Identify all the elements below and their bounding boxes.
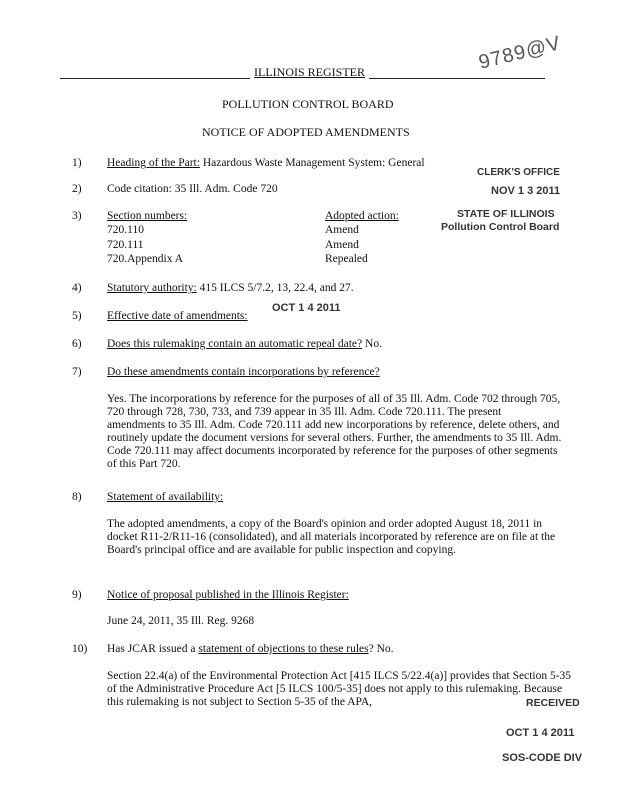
- item-label: Notice of proposal published in the Illinois Register:: [107, 589, 349, 601]
- item-label: Code citation:: [107, 183, 172, 195]
- action-row: Amend: [325, 224, 359, 236]
- item-number: 9): [72, 589, 82, 601]
- section-numbers-header: Section numbers:: [107, 210, 188, 222]
- clerk-stamp-office: CLERK'S OFFICE: [477, 167, 560, 178]
- section-row: 720.Appendix A: [107, 253, 184, 265]
- sos-stamp: SOS-CODE DIV: [502, 752, 583, 764]
- item-number: 8): [72, 491, 82, 503]
- item-number: 5): [72, 310, 82, 322]
- item-body: Yes. The incorporations by reference for the purposes of all of 35 Ill. Adm. Code 702 through 705, 720 through 728, 730, 733, and 739 appear in 35 Ill. Adm. Code 720.111. The present amendments to 35 Ill. Adm. Code 720.111 add new incorporations by reference, delete others, and routinely update the document versions for several others. Further, the amendments to 35 Ill. Adm. Code 720.111 may affect documents incorporated by reference for the purposes of other segments of this Part 720.: [107, 393, 562, 470]
- item-2: [107, 183, 278, 195]
- item-value: 35 Ill. Adm. Code 720: [174, 183, 278, 195]
- item-value: 415 ILCS 5/7.2, 13, 22.4, and 27.: [199, 282, 354, 294]
- item-number: 2): [72, 183, 82, 195]
- effective-date-stamp: OCT 1 4 2011: [272, 302, 341, 314]
- action-row: Repealed: [325, 253, 368, 265]
- agency-title: POLLUTION CONTROL BOARD: [222, 97, 394, 111]
- received-date-stamp: OCT 1 4 2011: [506, 727, 575, 739]
- item-label-post: ? No.: [368, 643, 394, 655]
- item-number: 4): [72, 282, 82, 294]
- register-title: ILLINOIS REGISTER: [250, 65, 369, 80]
- clerk-stamp-date: NOV 1 3 2011: [491, 185, 561, 197]
- state-stamp-line2: Pollution Control Board: [441, 221, 560, 233]
- item-10: [107, 643, 394, 655]
- item-number: 6): [72, 338, 82, 350]
- item-body: June 24, 2011, 35 Ill. Reg. 9268: [107, 615, 255, 627]
- item-label: statement of objections to these rules: [198, 643, 369, 655]
- item-value: Hazardous Waste Management System: General: [202, 157, 425, 169]
- item-6: [107, 338, 382, 350]
- item-label: Statement of availability:: [107, 491, 224, 503]
- received-stamp: RECEIVED: [526, 697, 580, 709]
- item-label: Effective date of amendments:: [107, 310, 248, 322]
- item-label: Statutory authority:: [107, 282, 197, 294]
- handwritten-mark: 9789@V: [476, 32, 564, 74]
- section-row: 720.110: [107, 224, 144, 236]
- notice-title: NOTICE OF ADOPTED AMENDMENTS: [202, 125, 410, 139]
- item-number: 3): [72, 210, 82, 222]
- item-label: Does this rulemaking contain an automatic repeal date?: [107, 338, 363, 350]
- item-body: The adopted amendments, a copy of the Board's opinion and order adopted August 18, 2011 in docket R11-2/R11-16 (consolidated), and all materials incorporated by reference are on file at the Board's principal office and are available for public inspection and copying.: [107, 518, 556, 556]
- item-value: No.: [365, 338, 382, 350]
- item-number: 1): [72, 157, 82, 169]
- item-1: [107, 157, 425, 169]
- item-label: Do these amendments contain incorporations by reference?: [107, 366, 380, 378]
- state-stamp-line1: STATE OF ILLINOIS: [457, 208, 555, 220]
- item-body: Section 22.4(a) of the Environmental Protection Act [415 ILCS 5/22.4(a)] provides that Section 5-35 of the Administrative Procedure Act [5 ILCS 100/5-35] does not apply to this rulemaking. Because this rulemaking is not subject to Section 5-35 of the APA,: [107, 670, 572, 708]
- item-4: [107, 282, 354, 294]
- item-number: 10): [72, 643, 88, 655]
- adopted-action-header: Adopted action:: [325, 210, 399, 222]
- item-label-pre: Has JCAR issued a: [107, 643, 199, 655]
- item-label: Heading of the Part:: [107, 157, 200, 169]
- item-number: 7): [72, 366, 82, 378]
- section-row: 720.111: [107, 239, 144, 251]
- action-row: Amend: [325, 239, 359, 251]
